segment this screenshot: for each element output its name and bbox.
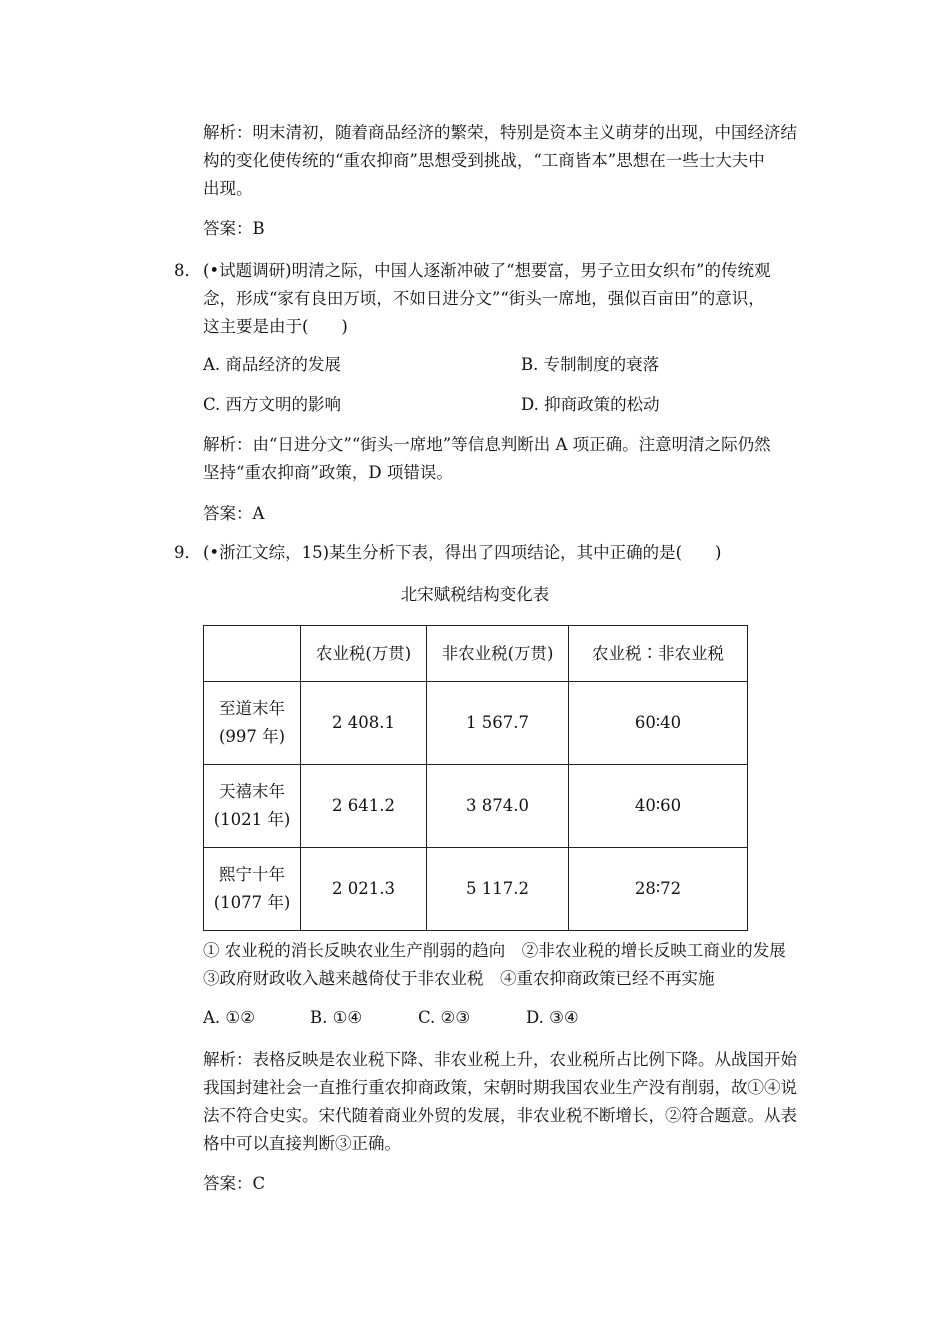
analysis-line: 我国封建社会一直推行重农抑商政策，宋朝时期我国农业生产没有削弱，故①④说	[203, 1078, 797, 1097]
period-cell	[204, 765, 301, 848]
q9-option-a: A. ①②	[203, 1008, 255, 1027]
stem-line: 念，形成“家有良田万顷，不如日进分文”“街头一席地，强似百亩田”的意识，	[203, 289, 765, 308]
conclusion-line: ① 农业税的消长反映农业生产削弱的趋向 ②非农业税的增长反映工商业的发展	[203, 941, 786, 960]
q9-answer: 答案：C	[203, 1174, 266, 1193]
q8-option-b: B. 专制制度的衰落	[521, 355, 660, 374]
analysis-line: 格中可以直接判断③正确。	[203, 1134, 401, 1153]
header-cell: 农业税(万贯)	[301, 626, 427, 682]
question-stem: (•浙江文综，15)某生分析下表，得出了四项结论，其中正确的是( )	[203, 543, 722, 562]
analysis-line: 解析：表格反映是农业税下降、非农业税上升，农业税所占比例下降。从战国开始	[203, 1050, 797, 1069]
question-number: 8．	[174, 261, 201, 280]
prev-answer: 答案：B	[203, 219, 265, 238]
period-cell	[204, 848, 301, 931]
q8-option-a: A. 商品经济的发展	[203, 355, 341, 374]
header-cell: 农业税∶非农业税	[569, 626, 748, 682]
q8-analysis	[203, 431, 813, 487]
table-row	[204, 682, 748, 765]
q8-answer: 答案：A	[203, 504, 265, 523]
analysis-line: 解析：明末清初，随着商品经济的繁荣，特别是资本主义萌芽的出现，中国经济结	[203, 123, 797, 142]
ratio-cell: 28∶72	[569, 848, 748, 931]
q9-option-c: C. ②③	[418, 1008, 471, 1027]
question-number: 9．	[174, 543, 201, 562]
ratio-cell: 40∶60	[569, 765, 748, 848]
question-8	[174, 257, 814, 341]
question-stem	[203, 257, 808, 341]
prev-analysis	[203, 119, 813, 203]
table-header-row	[204, 626, 748, 682]
ratio-cell: 60∶40	[569, 682, 748, 765]
q9-analysis	[203, 1046, 813, 1158]
analysis-line: 坚持“重农抑商”政策，D 项错误。	[203, 463, 453, 482]
period-label: 至道末年	[219, 699, 285, 718]
table-row	[204, 848, 748, 931]
q9-conclusions	[203, 937, 813, 993]
q9-options	[203, 1008, 606, 1027]
question-9	[174, 539, 814, 567]
nonagri-tax-cell: 3 874.0	[427, 765, 569, 848]
stem-line: (•试题调研)明清之际，中国人逐渐冲破了“想要富，男子立田女织布”的传统观	[203, 261, 771, 280]
stem-line: 这主要是由于( )	[203, 317, 348, 336]
period-label: 天禧末年	[219, 782, 285, 801]
agri-tax-cell: 2 641.2	[301, 765, 427, 848]
nonagri-tax-cell: 5 117.2	[427, 848, 569, 931]
nonagri-tax-cell: 1 567.7	[427, 682, 569, 765]
tax-structure-table	[203, 625, 748, 931]
analysis-line: 出现。	[203, 179, 253, 198]
agri-tax-cell: 2 408.1	[301, 682, 427, 765]
header-cell	[204, 626, 301, 682]
conclusion-line: ③政府财政收入越来越倚仗于非农业税 ④重农抑商政策已经不再实施	[203, 969, 715, 988]
table-title: 北宋赋税结构变化表	[400, 585, 550, 604]
period-cell	[204, 682, 301, 765]
period-year: (1077 年)	[213, 893, 291, 912]
header-cell: 非农业税(万贯)	[427, 626, 569, 682]
analysis-line: 法不符合史实。宋代随着商业外贸的发展，非农业税不断增长，②符合题意。从表	[203, 1106, 797, 1125]
q9-option-b: B. ①④	[310, 1008, 363, 1027]
q8-option-d: D. 抑商政策的松动	[521, 395, 660, 414]
table-row	[204, 765, 748, 848]
q8-option-c: C. 西方文明的影响	[203, 395, 342, 414]
period-label: 熙宁十年	[219, 865, 285, 884]
q9-option-d: D. ③④	[526, 1008, 579, 1027]
period-year: (1021 年)	[213, 810, 291, 829]
agri-tax-cell: 2 021.3	[301, 848, 427, 931]
analysis-line: 构的变化使传统的“重农抑商”思想受到挑战，“工商皆本”思想在一些士大夫中	[203, 151, 765, 170]
period-year: (997 年)	[218, 727, 286, 746]
analysis-line: 解析：由“日进分文”“街头一席地”等信息判断出 A 项正确。注意明清之际仍然	[203, 435, 771, 454]
